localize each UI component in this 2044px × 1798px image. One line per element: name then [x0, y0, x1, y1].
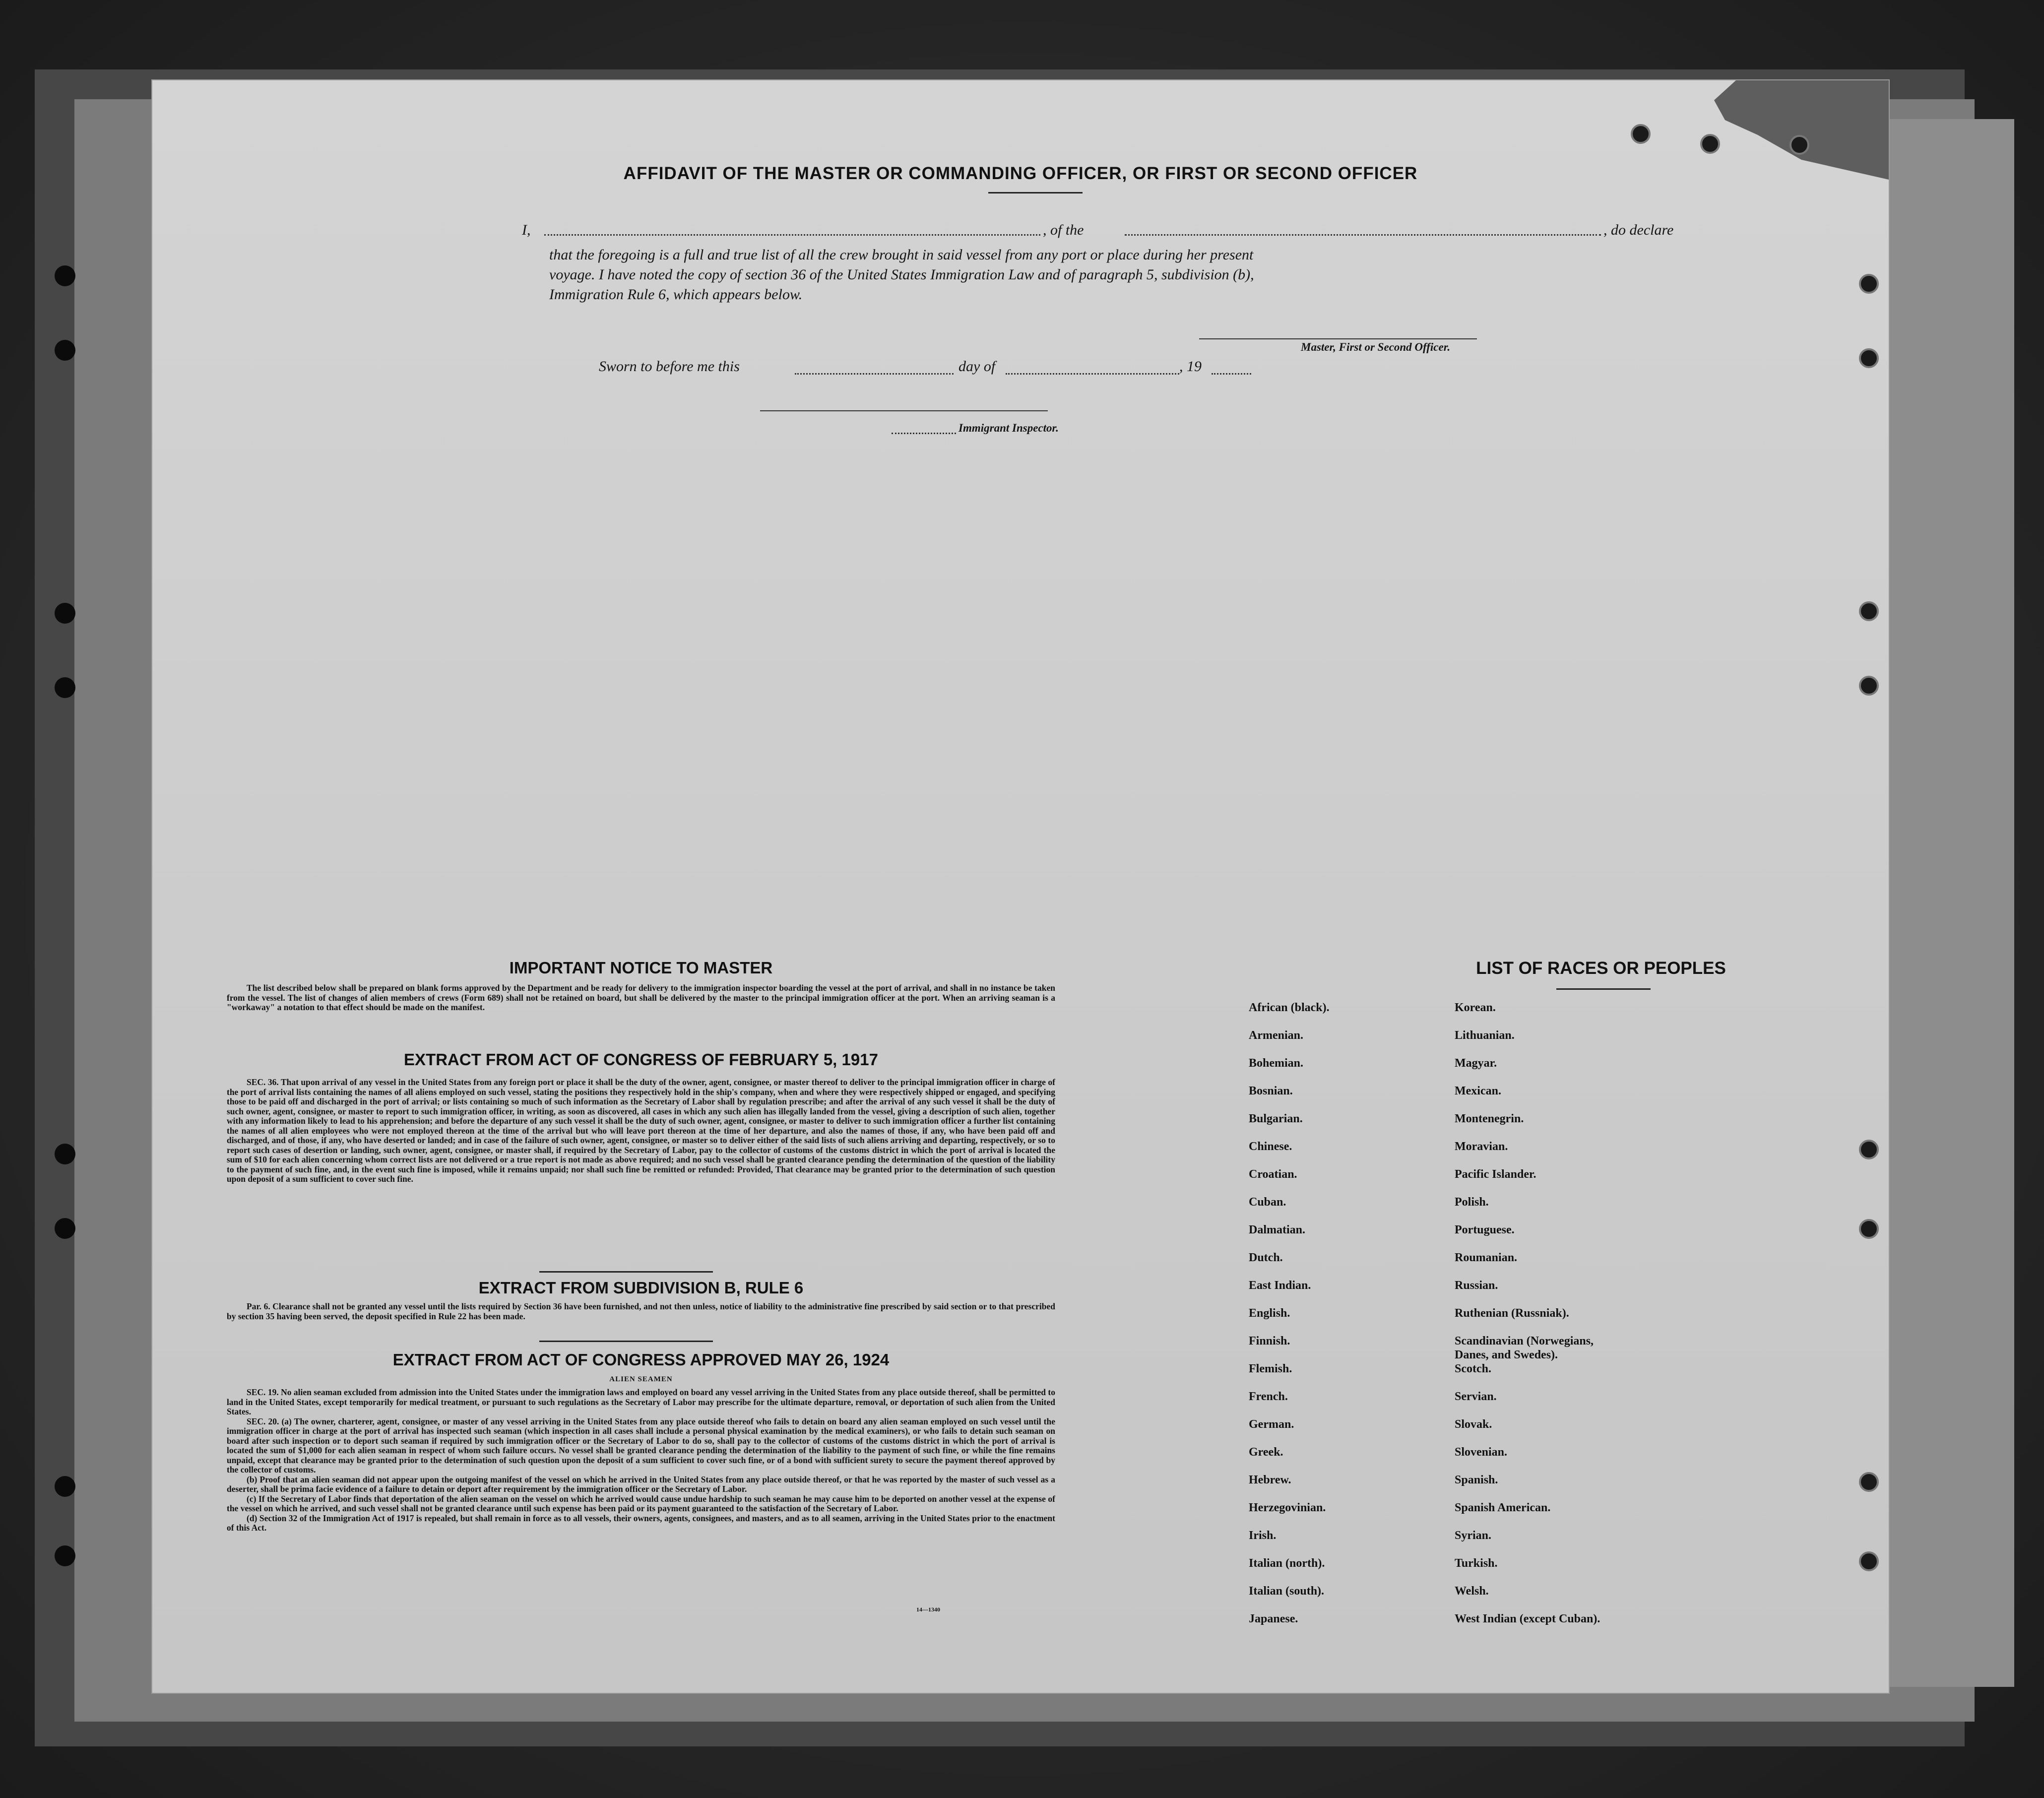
- extract-1924-sec20c: (c) If the Secretary of Labor finds that deportation of the alien seaman on the vessel on which he arrived would cause undue hardship to such seaman he may cause him to be deported on another vessel at the expense of the vessel on which he arrived, and such vessel shall not be granted clearance until such expense has been paid or its payment guaranteed to the satisfaction of the Secretary of Labor.: [227, 1493, 1055, 1513]
- race-item: Dutch.: [1249, 1251, 1283, 1264]
- title-rule: [988, 192, 1083, 193]
- inspector-dots: [892, 433, 956, 434]
- alien-seamen-heading: ALIEN SEAMEN: [609, 1375, 673, 1383]
- race-item: Turkish.: [1455, 1557, 1498, 1570]
- section-rule: [539, 1341, 713, 1342]
- master-signature-label: Master, First or Second Officer.: [1301, 341, 1451, 353]
- race-item: Magyar.: [1455, 1057, 1497, 1070]
- form-number: 14—1340: [916, 1606, 940, 1613]
- race-item: Bohemian.: [1249, 1057, 1304, 1070]
- month-blank: [1006, 373, 1179, 375]
- extract-1917-paragraph: SEC. 36. That upon arrival of any vessel in the United States from any foreign port or place it shall be the duty of the owner, agent, consignee, or master thereof to deliver to the principal immigration officer in charge of the port of arrival lists containing the names of all aliens employed on such vessel, stating the positions they respectively hold in the ship's company, when and where they were respectively shipped or engaged, and specifying those to be paid off and discharged in the port of arrival; or lists containing so much of such information as the Secretary of Labor shall by regulation prescribe; and after the arrival of any such vessel it shall be the duty of such owner, agent, consignee, or master to report to such immigration officer, in writing, as soon as discovered, all cases in which any such alien has illegally landed from the vessel, giving a description of such alien, together with any information likely to lead to his apprehension; and before the departure of any such vessel it shall be the duty of such owner, agent, consignee, or master to deliver to such immigration officer a further list containing the names of all alien employees who were not employed thereon at the time of the arrival but who will leave port thereon at the time of her departure, and also the names of those, if any, who have been paid off and discharged, and of those, if any, who have deserted or landed; and in case of the failure of such owner, agent, consignee, or master so to deliver either of the said lists of such aliens arriving and departing, respectively, or so to report such cases of desertion or landing, such owner, agent, consignee, or master shall, if required by the Secretary of Labor, pay to the collector of customs of the customs district in which the port of arrival is located the sum of $10 for each alien concerning whom correct lists are not delivered or a true report is not made as above required; and no such vessel shall be granted clearance pending the determination of the question of the liability to the payment of such fine, and, in the event such fine is imposed, while it remains unpaid; nor shall such fine be remitted or refunded: Provided, That clearance may be granted prior to the determination of such question upon deposit of a sum sufficient to cover such fine.: [227, 1077, 1055, 1184]
- vessel-blank: [1125, 234, 1601, 236]
- year-prefix: , 19: [1179, 358, 1202, 375]
- binder-hole: [55, 603, 75, 624]
- race-item: French.: [1249, 1390, 1288, 1403]
- race-item: Lithuanian.: [1455, 1029, 1515, 1042]
- punch-hole: [1700, 134, 1720, 154]
- race-item: Italian (south).: [1249, 1585, 1325, 1598]
- punch-hole: [1859, 1219, 1879, 1239]
- race-item: Pacific Islander.: [1455, 1168, 1536, 1181]
- manifest-page: [151, 79, 1890, 1694]
- race-item: Armenian.: [1249, 1029, 1303, 1042]
- affidavit-do-declare: , do declare: [1603, 222, 1674, 238]
- race-item: Servian.: [1455, 1390, 1497, 1403]
- race-item: Korean.: [1455, 1001, 1496, 1014]
- extract-1917-text: [227, 1078, 1055, 1184]
- name-blank: [544, 234, 1040, 236]
- race-item: Italian (north).: [1249, 1557, 1325, 1570]
- extract-1924-sec19: SEC. 19. No alien seaman excluded from admission into the United States under the immigration laws and employed on board any vessel arriving in the United States from any place outside thereof, shall be permitted to land in the United States, except temporarily for medical treatment, or pursuant to such regulations as the Secretary of Labor may prescribe for the ultimate departure, removal, or deportation of such alien from the United States.: [227, 1387, 1055, 1416]
- affidavit-statement-2: voyage. I have noted the copy of section 36 of the United States Immigration Law and of paragraph 5, subdivision (b),: [549, 266, 1254, 283]
- race-item: Bulgarian.: [1249, 1112, 1303, 1125]
- punch-hole: [1859, 1472, 1879, 1492]
- races-title: LIST OF RACES OR PEOPLES: [1476, 959, 1726, 978]
- punch-hole: [1859, 601, 1879, 621]
- binder-hole: [55, 265, 75, 286]
- punch-hole: [1859, 1551, 1879, 1571]
- affidavit-i: I,: [522, 222, 531, 238]
- race-item: Cuban.: [1249, 1196, 1286, 1209]
- punch-hole: [1859, 274, 1879, 294]
- race-item: Moravian.: [1455, 1140, 1508, 1153]
- race-item: Portuguese.: [1455, 1223, 1515, 1236]
- binder-hole: [55, 1476, 75, 1497]
- races-right-column: [1455, 1001, 1623, 1640]
- day-of-label: day of: [958, 358, 996, 375]
- race-item: English.: [1249, 1307, 1290, 1320]
- notice-text: [227, 983, 1055, 1013]
- inspector-label: Immigrant Inspector.: [958, 422, 1059, 434]
- day-blank: [795, 373, 954, 375]
- section-rule: [539, 1271, 713, 1273]
- affidavit-title: AFFIDAVIT OF THE MASTER OR COMMANDING OFFICER, OR FIRST OR SECOND OFFICER: [623, 164, 1418, 183]
- punch-hole: [1789, 135, 1809, 155]
- race-item: Dalmatian.: [1249, 1223, 1305, 1236]
- race-item: African (black).: [1249, 1001, 1330, 1014]
- binder-hole: [55, 1218, 75, 1239]
- extract-rule6-title: EXTRACT FROM SUBDIVISION B, RULE 6: [478, 1279, 804, 1297]
- extract-rule6-text: [227, 1302, 1055, 1321]
- binder-hole: [55, 340, 75, 361]
- extract-1917-title: EXTRACT FROM ACT OF CONGRESS OF FEBRUARY 5, 1917: [404, 1050, 878, 1069]
- notice-title: IMPORTANT NOTICE TO MASTER: [509, 959, 773, 977]
- extract-1924-text: [227, 1388, 1055, 1533]
- race-item: Hebrew.: [1249, 1474, 1291, 1486]
- race-item: Welsh.: [1455, 1585, 1489, 1598]
- extract-1924-sec20a: SEC. 20. (a) The owner, charterer, agent, consignee, or master of any vessel arriving in the United States from any place outside thereof who fails to detain on board any alien seaman employed on such vessel until the immigration officer in charge at the port of arrival has inspected such seaman (which inspection in all cases shall include a personal physical examination by the medical examiners), or who fails to detain such seaman on board after such inspection or to deport such seaman if required by such immigration officer or the Secretary of Labor to do so, shall pay to the collector of customs of the customs district in which the port of arrival is located the sum of $1,000 for each alien seaman in respect of whom such failure occurs. No vessel shall be granted clearance pending the determination of the liability to the payment of such fine, or while the fine remains unpaid, except that clearance may be granted prior to the determination of such question upon the deposit of a sum sufficient to cover such fine, or of a bond with sufficient surety to secure the payment thereof approved by the collector of customs.: [227, 1416, 1055, 1475]
- race-item: Flemish.: [1249, 1362, 1292, 1375]
- binder-hole: [55, 677, 75, 698]
- race-item: Greek.: [1249, 1446, 1283, 1459]
- race-item: Croatian.: [1249, 1168, 1297, 1181]
- race-item: West Indian (except Cuban).: [1455, 1612, 1600, 1625]
- race-item: Bosnian.: [1249, 1085, 1293, 1097]
- race-item: Ruthenian (Russniak).: [1455, 1307, 1569, 1320]
- race-item: Herzegovinian.: [1249, 1501, 1326, 1514]
- races-title-rule: [1556, 988, 1651, 990]
- race-item: Spanish American.: [1455, 1501, 1551, 1514]
- race-item: East Indian.: [1249, 1279, 1311, 1292]
- race-item: Japanese.: [1249, 1612, 1298, 1625]
- extract-rule6-paragraph: Par. 6. Clearance shall not be granted any vessel until the lists required by Section 36 have been furnished, and not then unless, notice of liability to the administrative fine prescribed by said section or to that prescribed by section 35 having been served, the deposit specified in Rule 22 has been made.: [227, 1301, 1055, 1321]
- year-blank: [1212, 373, 1251, 375]
- race-item: Irish.: [1249, 1529, 1277, 1542]
- punch-hole: [1859, 676, 1879, 696]
- notice-paragraph: The list described below shall be prepared on blank forms approved by the Department and be ready for delivery to the immigration inspector boarding the vessel at the port of arrival, and shall in no instance be taken from the vessel. The list of changes of alien members of crews (Form 689) shall not be retained on board, but shall be delivered by the master to the principal immigration officer at the port. When an arriving seaman is a "workaway" a notation to that effect should be made on the manifest.: [227, 983, 1055, 1012]
- affidavit-of-the: , of the: [1043, 222, 1084, 238]
- race-item: Roumanian.: [1455, 1251, 1518, 1264]
- race-item: Syrian.: [1455, 1529, 1492, 1542]
- extract-1924-sec20b: (b) Proof that an alien seaman did not appear upon the outgoing manifest of the vessel on which he arrived in the United States from any place outside thereof, or that he was reported by the master of such vessel as a deserter, shall be prima facie evidence of a failure to detain or deport after requirement by the immigration officer or the Secretary of Labor.: [227, 1474, 1055, 1494]
- sworn-label: Sworn to before me this: [599, 358, 740, 375]
- punch-hole: [1859, 348, 1879, 368]
- punch-hole: [1859, 1140, 1879, 1159]
- race-item: Slovak.: [1455, 1418, 1492, 1431]
- race-item: Spanish.: [1455, 1474, 1498, 1486]
- races-left-column: [1249, 1001, 1330, 1640]
- race-item: Polish.: [1455, 1196, 1489, 1209]
- race-item: Slovenian.: [1455, 1446, 1508, 1459]
- punch-hole: [1631, 124, 1651, 144]
- master-signature-line: [1199, 338, 1477, 339]
- affidavit-statement-1: that the foregoing is a full and true list of all the crew brought in said vessel from any port or place during her present: [549, 247, 1254, 263]
- race-item: Mexican.: [1455, 1085, 1501, 1097]
- race-item: German.: [1249, 1418, 1294, 1431]
- race-item: Finnish.: [1249, 1335, 1290, 1348]
- race-item: Russian.: [1455, 1279, 1498, 1292]
- binder-hole: [55, 1144, 75, 1164]
- race-item: Scotch.: [1455, 1362, 1491, 1375]
- race-item: Montenegrin.: [1455, 1112, 1524, 1125]
- race-item: Scandinavian (Norwegians, Danes, and Swedes).: [1455, 1335, 1594, 1361]
- extract-1924-title: EXTRACT FROM ACT OF CONGRESS APPROVED MAY 26, 1924: [392, 1350, 890, 1369]
- affidavit-statement-3: Immigration Rule 6, which appears below.: [549, 286, 803, 303]
- extract-1924-sec20d: (d) Section 32 of the Immigration Act of 1917 is repealed, but shall remain in force as to all vessels, their owners, agents, consignees, and masters, and as to all seamen, arriving in the United States prior to the enactment of this Act.: [227, 1513, 1055, 1533]
- race-item: Chinese.: [1249, 1140, 1292, 1153]
- binder-hole: [55, 1545, 75, 1566]
- inspector-signature-line: [760, 410, 1048, 411]
